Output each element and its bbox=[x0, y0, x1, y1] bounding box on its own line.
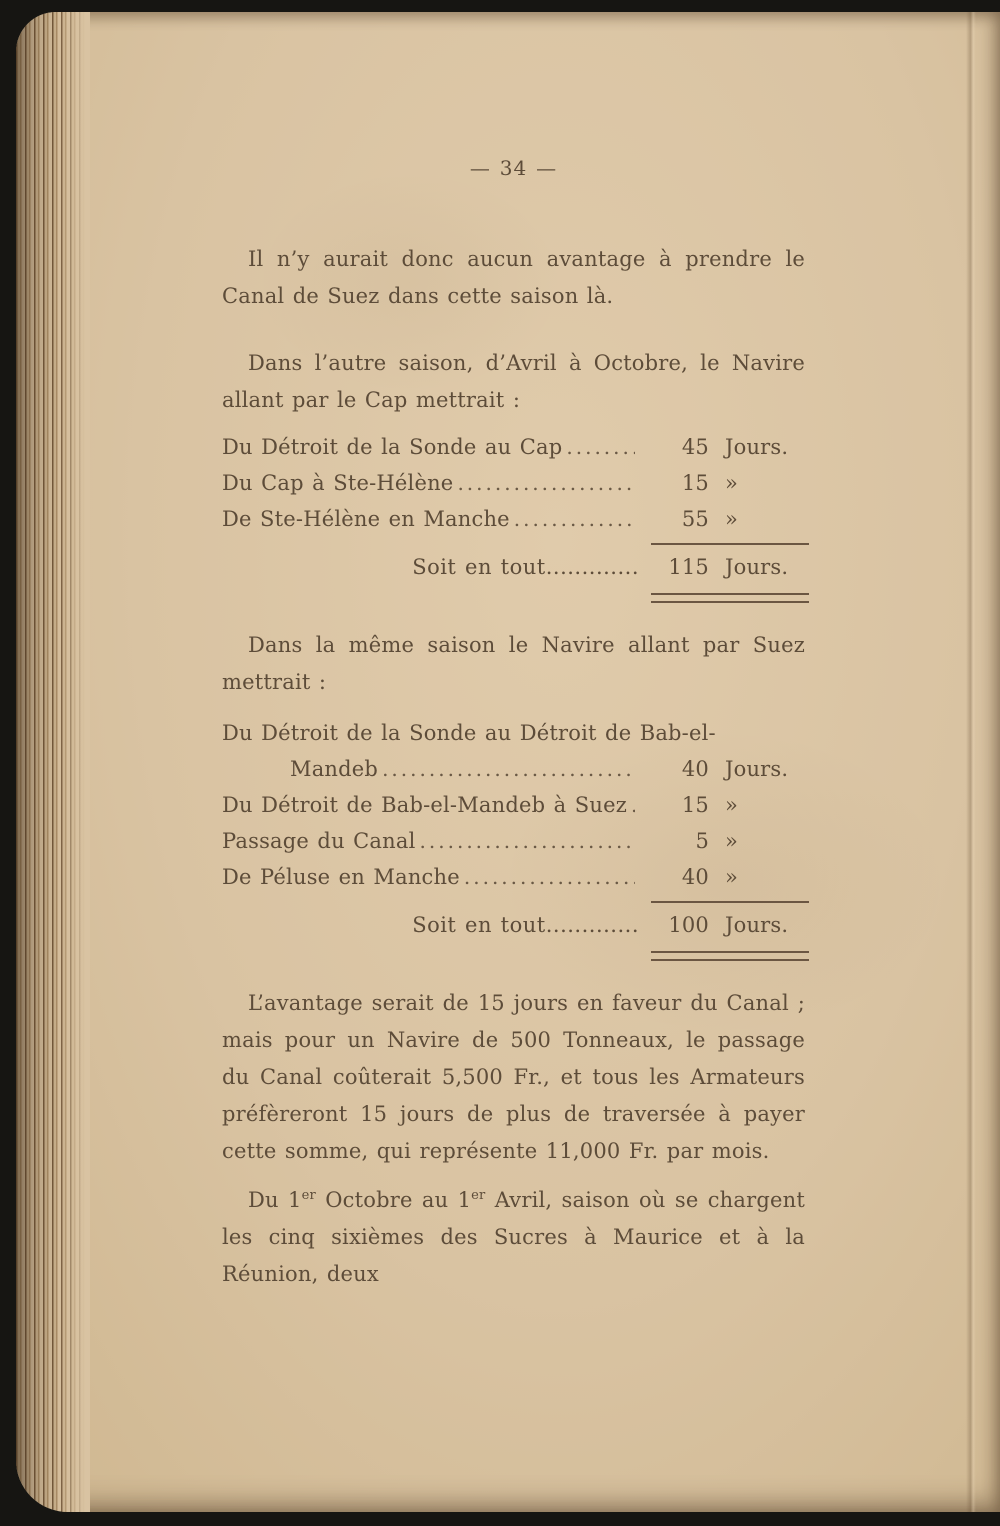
row-label: De Péluse en Manche bbox=[222, 865, 460, 889]
total-row bbox=[222, 907, 805, 943]
page-number: — 34 — bbox=[469, 156, 558, 180]
row-value: 5 bbox=[695, 829, 709, 853]
ordinal-superscript: er bbox=[471, 1188, 486, 1203]
table-row bbox=[222, 501, 805, 537]
paragraph-sugar-season bbox=[222, 1182, 805, 1293]
total-label: Soit en tout............. bbox=[412, 555, 639, 579]
row-unit: » bbox=[725, 865, 739, 889]
row-value: 40 bbox=[681, 757, 709, 781]
row-label: De Ste-Hélène en Manche bbox=[222, 507, 510, 531]
row-value: 15 bbox=[681, 471, 709, 495]
leader-dots bbox=[631, 787, 635, 823]
paragraph-cap-route-intro: Dans l’autre saison, d’Avril à Octobre, le Navire allant par le Cap mettrait : bbox=[222, 351, 805, 412]
row-unit: » bbox=[725, 793, 739, 817]
total-unit: Jours. bbox=[725, 913, 789, 937]
table-row bbox=[222, 465, 805, 501]
journey-table-cap-route bbox=[222, 429, 805, 603]
leader-dots bbox=[457, 465, 635, 501]
leader-dots bbox=[420, 823, 635, 859]
paragraph-suez-route-intro: Dans la même saison le Navire allant par Suez mettrait : bbox=[222, 633, 805, 694]
row-label: Du Détroit de la Sonde au Cap bbox=[222, 435, 563, 459]
journey-table-suez-route bbox=[222, 715, 805, 961]
sugar-season-text-a: Du 1 bbox=[248, 1188, 302, 1212]
total-unit: Jours. bbox=[725, 555, 789, 579]
row-label: Passage du Canal bbox=[222, 829, 416, 853]
row-value: 45 bbox=[681, 435, 709, 459]
table-row bbox=[222, 429, 805, 465]
row-value: 15 bbox=[681, 793, 709, 817]
table-row bbox=[222, 859, 805, 895]
row-unit: Jours. bbox=[725, 757, 789, 781]
row-label: Du Détroit de Bab-el-Mandeb à Suez bbox=[222, 793, 627, 817]
row-unit: » bbox=[725, 471, 739, 495]
total-rule bbox=[651, 543, 809, 545]
leader-dots bbox=[514, 501, 635, 537]
double-rule bbox=[651, 593, 809, 603]
row-unit: Jours. bbox=[725, 435, 789, 459]
leader-dots bbox=[382, 751, 635, 787]
paragraph-no-advantage: Il n’y aurait donc aucun avantage à prendre le Canal de Suez dans cette saison là. bbox=[222, 247, 805, 308]
sugar-season-text-b: Octobre au 1 bbox=[315, 1188, 472, 1212]
page-content bbox=[222, 12, 805, 1293]
table-row bbox=[222, 715, 805, 751]
table-row bbox=[222, 823, 805, 859]
table-row bbox=[222, 751, 805, 787]
row-unit: » bbox=[725, 507, 739, 531]
row-label: Mandeb bbox=[290, 757, 379, 781]
row-unit: » bbox=[725, 829, 739, 853]
book-page bbox=[16, 12, 1000, 1512]
total-value: 100 bbox=[668, 913, 709, 937]
leader-dots bbox=[464, 859, 635, 895]
ordinal-superscript: er bbox=[301, 1188, 316, 1203]
total-value: 115 bbox=[668, 555, 709, 579]
row-label-line1: Du Détroit de la Sonde au Détroit de Bab-el- bbox=[222, 721, 716, 745]
leader-dots bbox=[566, 429, 635, 465]
paragraph-canal-cost: L’avantage serait de 15 jours en faveur du Canal ; mais pour un Navire de 500 Tonneaux, le passage du Canal coûterait 5,500 Fr., et tous les Armateurs préfèreront 15 jours de plus de traversée à payer cette somme, qui représente 11,000 Fr. par mois. bbox=[222, 991, 805, 1163]
total-label: Soit en tout............. bbox=[412, 913, 639, 937]
total-rule bbox=[651, 901, 809, 903]
row-value: 55 bbox=[681, 507, 709, 531]
row-label: Du Cap à Ste-Hélène bbox=[222, 471, 454, 495]
table-row bbox=[222, 787, 805, 823]
double-rule bbox=[651, 951, 809, 961]
page-edge-stack bbox=[16, 12, 90, 1512]
binding-crease bbox=[966, 12, 976, 1512]
row-value: 40 bbox=[681, 865, 709, 889]
total-row bbox=[222, 549, 805, 585]
sugar-season-text-c: Avril, saison où se chargent les cinq sixièmes des Sucres à Maurice et à la Réunion, deux bbox=[222, 1188, 806, 1286]
